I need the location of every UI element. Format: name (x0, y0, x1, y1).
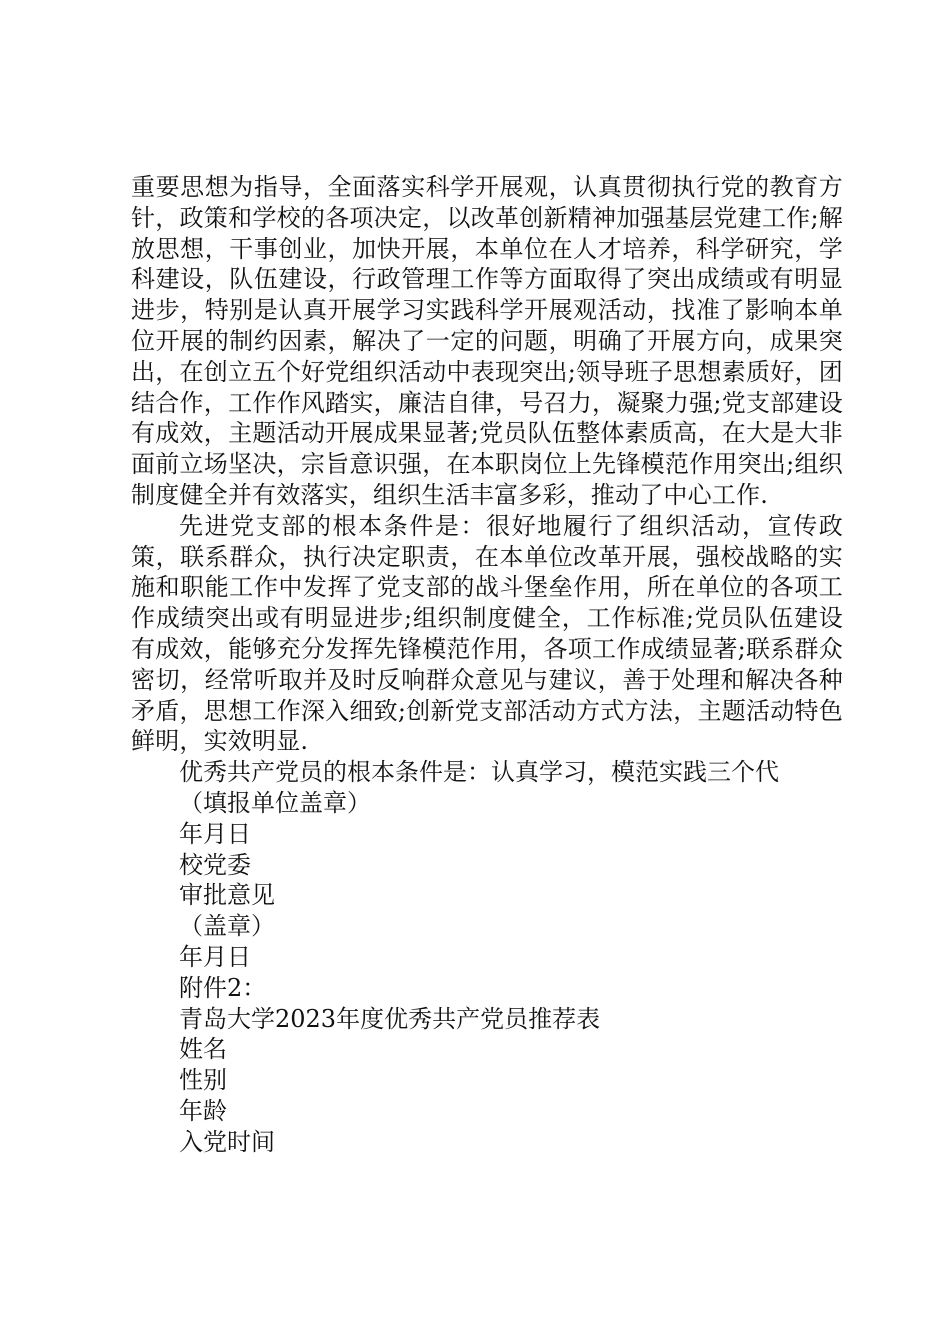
field-join-date-label: 入党时间 (179, 1127, 275, 1156)
line-seal: （盖章） (179, 912, 275, 941)
line-unit-seal: （填报单位盖章） (179, 788, 371, 817)
line-approval-opinion: 审批意见 (179, 881, 275, 910)
line-attachment: 附件2： (179, 973, 267, 1002)
field-name-label: 姓名 (179, 1035, 227, 1064)
paragraph-unit-conditions: 重要思想为指导，全面落实科学开展观，认真贯彻执行党的教育方针，政策和学校的各项决定，以改革创新精神加强基层党建工作;解放思想，干事创业，加快开展，本单位在人才培养，科学研究，学科建设，队伍建设，行政管理工作等方面取得了突出成绩或有明显进步，特别是认真开展学习实践科学开展观活动，找准了影响本单位开展的制约因素，解决了一定的问题，明确了开展方向，成果突出，在创立五个好党组织活动中表现突出;领导班子思想素质好，团结合作，工作作风踏实，廉洁自律，号召力，凝聚力强;党支部建设有成效，主题活动开展成果显著;党员队伍整体素质高，在大是大非面前立场坚决，宗旨意识强，在本职岗位上先锋模范作用突出;组织制度健全并有效落实，组织生活丰富多彩，推动了中心工作. (131, 173, 843, 509)
line-date-2: 年月日 (179, 942, 251, 971)
field-gender-label: 性别 (179, 1066, 227, 1095)
line-date: 年月日 (179, 819, 251, 848)
line-member-conditions: 优秀共产党员的根本条件是：认真学习，模范实践三个代 (179, 758, 779, 787)
paragraph-branch-conditions: 先进党支部的根本条件是：很好地履行了组织活动，宣传政策，联系群众，执行决定职责，在本单位改革开展，强校战略的实施和职能工作中发挥了党支部的战斗堡垒作用，所在单位的各项工作成绩突出或有明显进步;组织制度健全，工作标准;党员队伍建设有成效，能够充分发挥先锋模范作用，各项工作成绩显著;联系群众密切，经常听取并及时反响群众意见与建议，善于处理和解决各种矛盾，思想工作深入细致;创新党支部活动方式方法，主题活动特色鲜明，实效明显. (131, 511, 843, 756)
field-age-label: 年龄 (179, 1096, 227, 1125)
document-body (131, 172, 843, 1158)
form-title: 青岛大学2023年度优秀共产党员推荐表 (179, 1004, 601, 1033)
line-school-committee: 校党委 (179, 850, 251, 879)
